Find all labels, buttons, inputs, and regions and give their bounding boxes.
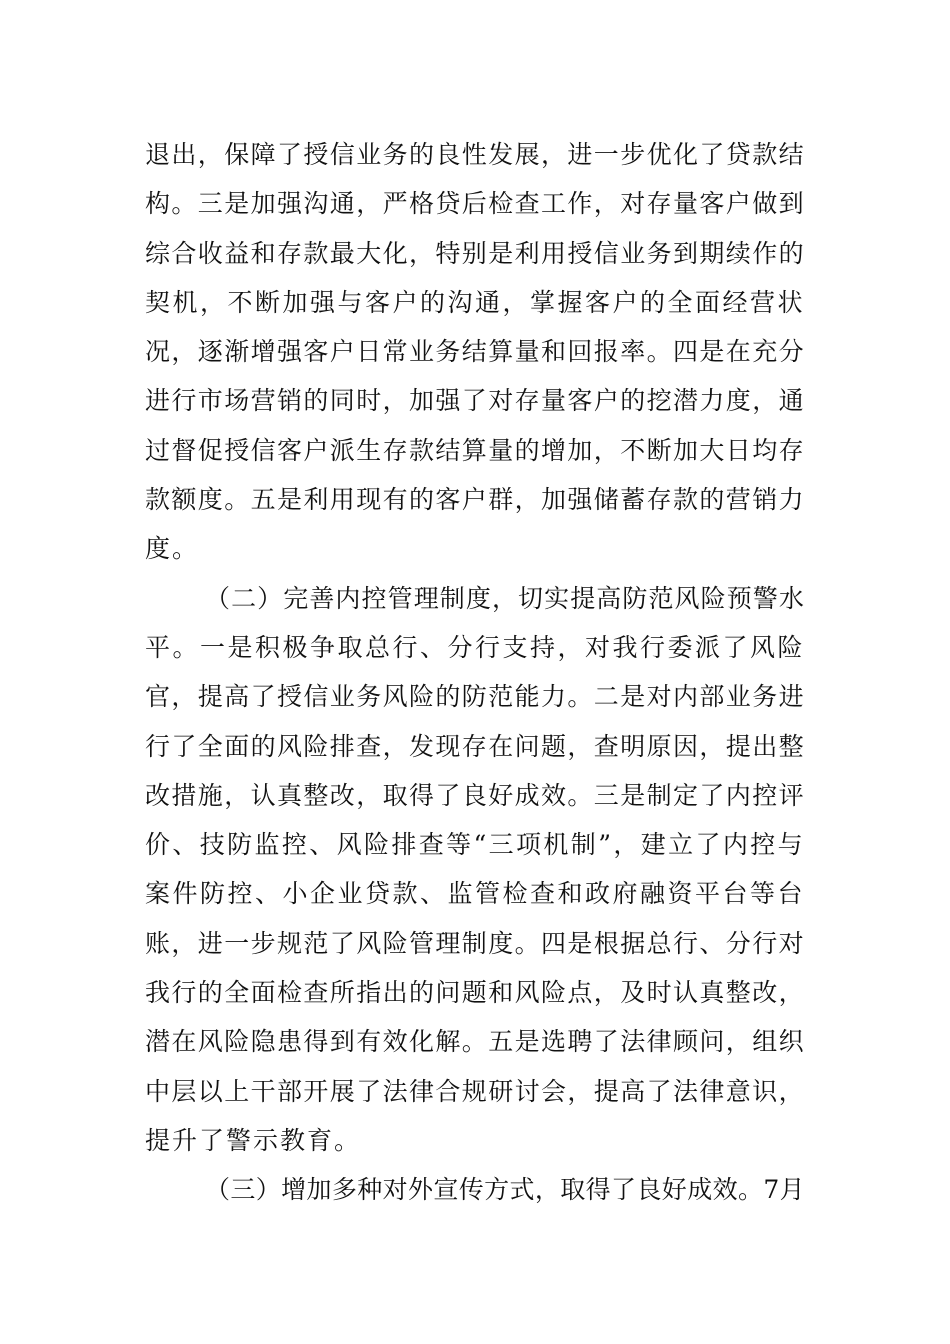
text-line: （二）完善内控管理制度，切实提高防范风险预警水 — [205, 583, 805, 613]
text-line: 构。三是加强沟通，严格贷后检查工作，对存量客户做到 — [145, 189, 805, 219]
text-line: 进行市场营销的同时，加强了对存量客户的挖潜力度，通 — [145, 386, 805, 416]
text-line: 提升了警示教育。 — [145, 1125, 362, 1155]
text-line: 综合收益和存款最大化，特别是利用授信业务到期续作的 — [145, 238, 805, 268]
text-line: 行了全面的风险排查，发现存在问题，查明原因，提出整 — [145, 731, 805, 761]
text-line: 账，进一步规范了风险管理制度。四是根据总行、分行对 — [145, 928, 805, 958]
body-text — [145, 130, 805, 1215]
text-line: 款额度。五是利用现有的客户群，加强储蓄存款的营销力 — [145, 485, 805, 515]
text-line: 度。 — [145, 534, 200, 564]
text-line: 况，逐渐增强客户日常业务结算量和回报率。四是在充分 — [145, 337, 805, 367]
text-line: 平。一是积极争取总行、分行支持，对我行委派了风险 — [145, 632, 805, 662]
text-line: （三）增加多种对外宣传方式，取得了良好成效。7月 — [205, 1175, 805, 1205]
text-line: 改措施，认真整改，取得了良好成效。三是制定了内控评 — [145, 780, 805, 810]
text-line: 契机，不断加强与客户的沟通，掌握客户的全面经营状 — [145, 287, 805, 317]
text-line: 官，提高了授信业务风险的防范能力。二是对内部业务进 — [145, 682, 805, 712]
text-line: 潜在风险隐患得到有效化解。五是选聘了法律顾问，组织 — [145, 1027, 805, 1057]
text-line: 我行的全面检查所指出的问题和风险点，及时认真整改， — [145, 978, 805, 1008]
text-line: 中层以上干部开展了法律合规研讨会，提高了法律意识， — [145, 1076, 805, 1106]
text-line: 案件防控、小企业贷款、监管检查和政府融资平台等台 — [145, 879, 805, 909]
text-line: 价、技防监控、风险排查等“三项机制”，建立了内控与 — [145, 830, 805, 860]
text-line: 退出，保障了授信业务的良性发展，进一步优化了贷款结 — [145, 140, 805, 169]
text-line: 过督促授信客户派生存款结算量的增加，不断加大日均存 — [145, 435, 805, 465]
